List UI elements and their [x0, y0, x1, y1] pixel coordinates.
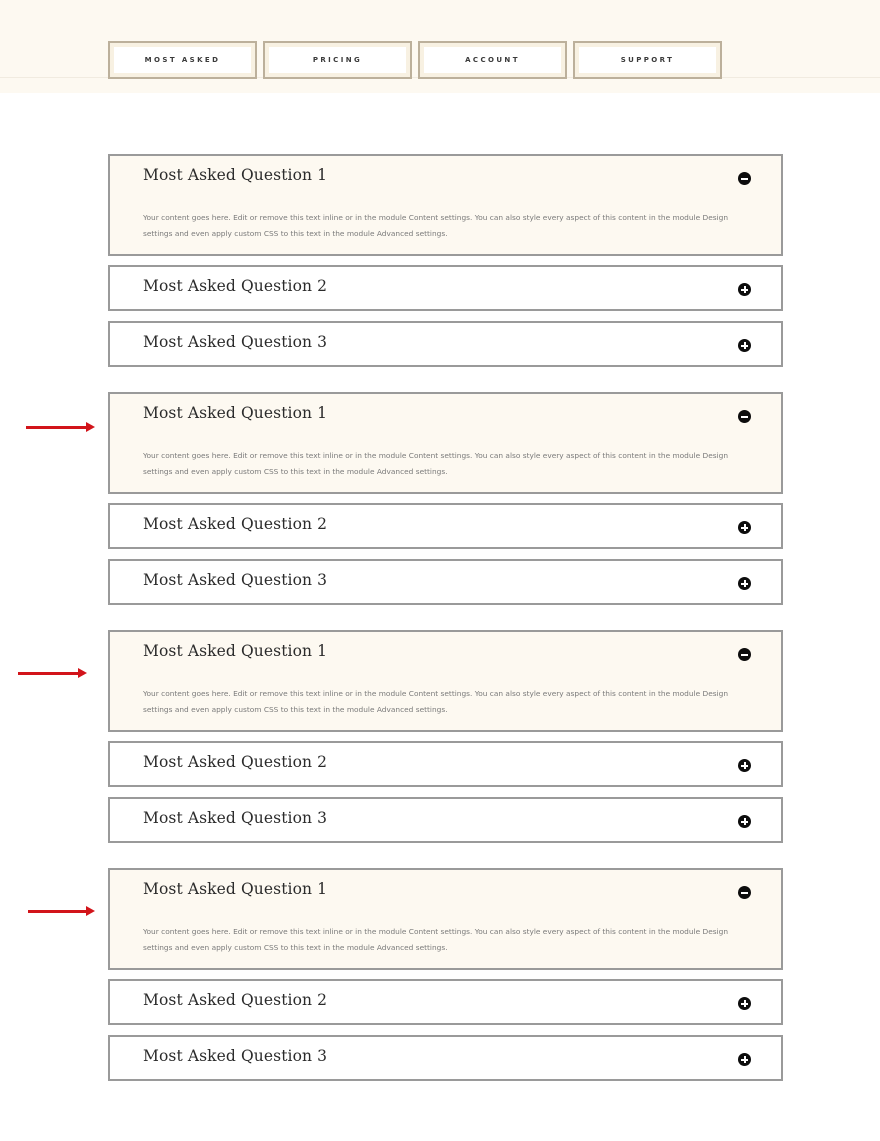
faq-toggle-closed[interactable]: [108, 503, 783, 549]
faq-answer-text: Your content goes here. Edit or remove this text inline or in the module Content settings. You can also style every aspect of this content in the module Design settings and even apply custom CSS to this text in the module Advanced settings.: [143, 689, 729, 714]
faq-question-title: Most Asked Question 1: [143, 166, 328, 184]
plus-circle-icon[interactable]: [738, 1053, 751, 1066]
faq-toggle-closed[interactable]: [108, 741, 783, 787]
faq-toggle-open[interactable]: [108, 154, 783, 256]
faq-question-title: Most Asked Question 1: [143, 880, 328, 898]
faq-question-title: Most Asked Question 2: [143, 991, 328, 1009]
faq-question-title: Most Asked Question 3: [143, 333, 328, 351]
faq-answer-text: Your content goes here. Edit or remove this text inline or in the module Content settings. You can also style every aspect of this content in the module Design settings and even apply custom CSS to this text in the module Advanced settings.: [143, 213, 729, 238]
tab-label: MOST ASKED: [144, 56, 221, 64]
plus-circle-icon[interactable]: [738, 521, 751, 534]
tab-pricing[interactable]: [263, 41, 412, 79]
faq-question-title: Most Asked Question 2: [143, 515, 328, 533]
plus-circle-icon[interactable]: [738, 339, 751, 352]
tab-label: SUPPORT: [620, 56, 675, 64]
plus-circle-icon[interactable]: [738, 759, 751, 772]
faq-question-title: Most Asked Question 3: [143, 1047, 328, 1065]
faq-toggle-closed[interactable]: [108, 979, 783, 1025]
plus-circle-icon[interactable]: [738, 577, 751, 590]
faq-answer-text: Your content goes here. Edit or remove this text inline or in the module Content settings. You can also style every aspect of this content in the module Design settings and even apply custom CSS to this text in the module Advanced settings.: [143, 927, 729, 952]
faq-question-title: Most Asked Question 3: [143, 809, 328, 827]
tab-account[interactable]: [418, 41, 567, 79]
minus-circle-icon[interactable]: [738, 410, 751, 423]
plus-circle-icon[interactable]: [738, 815, 751, 828]
faq-question-title: Most Asked Question 1: [143, 404, 328, 422]
faq-question-title: Most Asked Question 3: [143, 571, 328, 589]
tab-support[interactable]: [573, 41, 722, 79]
tab-label: ACCOUNT: [465, 56, 520, 64]
faq-toggle-closed[interactable]: [108, 559, 783, 605]
plus-circle-icon[interactable]: [738, 997, 751, 1010]
faq-toggle-closed[interactable]: [108, 797, 783, 843]
faq-toggle-closed[interactable]: [108, 265, 783, 311]
faq-toggle-open[interactable]: [108, 630, 783, 732]
tab-label: PRICING: [312, 56, 363, 64]
tab-most-asked[interactable]: [108, 41, 257, 79]
faq-toggle-open[interactable]: [108, 868, 783, 970]
red-arrow-annotation: [26, 426, 88, 429]
faq-question-title: Most Asked Question 1: [143, 642, 328, 660]
faq-question-title: Most Asked Question 2: [143, 277, 328, 295]
red-arrow-annotation: [18, 672, 80, 675]
minus-circle-icon[interactable]: [738, 172, 751, 185]
faq-toggle-open[interactable]: [108, 392, 783, 494]
minus-circle-icon[interactable]: [738, 648, 751, 661]
faq-answer-text: Your content goes here. Edit or remove this text inline or in the module Content settings. You can also style every aspect of this content in the module Design settings and even apply custom CSS to this text in the module Advanced settings.: [143, 451, 729, 476]
faq-question-title: Most Asked Question 2: [143, 753, 328, 771]
faq-toggle-closed[interactable]: [108, 1035, 783, 1081]
faq-toggle-closed[interactable]: [108, 321, 783, 367]
tab-bar-section: [0, 0, 880, 93]
red-arrow-annotation: [28, 910, 88, 913]
plus-circle-icon[interactable]: [738, 283, 751, 296]
minus-circle-icon[interactable]: [738, 886, 751, 899]
